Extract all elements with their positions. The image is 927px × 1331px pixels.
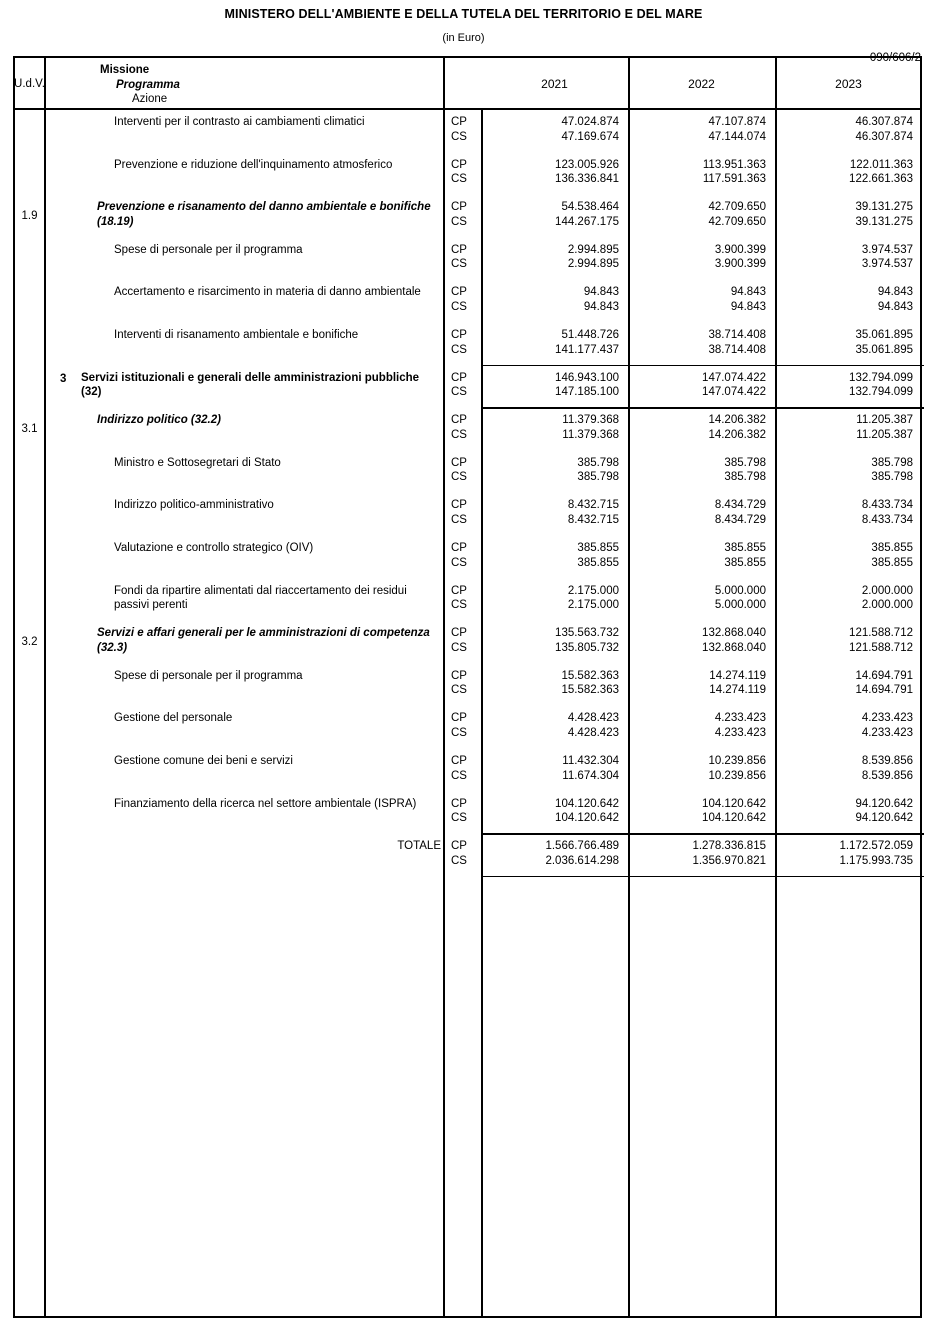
- cell-cp-cs-labels: [451, 711, 481, 740]
- cell-udv: 3.2: [21, 636, 38, 649]
- value-cp: 94.843: [730, 286, 766, 299]
- cell-mission-number: 3: [60, 372, 67, 385]
- cell-udv: [15, 706, 44, 749]
- value-cs: 94.120.642: [855, 812, 913, 825]
- value-cp: 1.278.336.815: [692, 840, 766, 853]
- value-cp: 385.855: [871, 542, 913, 554]
- value-cp: 385.798: [724, 456, 766, 469]
- value-cs: 42.709.650: [708, 215, 766, 228]
- value-cs: 132.868.040: [702, 641, 766, 654]
- label-cp: CP: [451, 499, 467, 512]
- cell-values-2023: [775, 371, 922, 400]
- value-cp: 14.206.382: [708, 414, 766, 427]
- cell-values-2022: [628, 541, 775, 570]
- budget-table: [13, 56, 922, 1318]
- value-cp: 104.120.642: [702, 797, 766, 810]
- cell-label-azione: Spese di personale per il programma: [114, 243, 303, 256]
- value-cp: 104.120.642: [555, 797, 619, 810]
- value-cs: 385.855: [577, 556, 619, 569]
- value-cs: 38.714.408: [708, 343, 766, 356]
- cell-values-2022: [628, 158, 775, 187]
- cell-cp-cs-labels: [451, 456, 481, 485]
- table-body: [15, 110, 920, 1316]
- label-cp: CP: [451, 627, 467, 640]
- value-cp: 35.061.895: [855, 329, 913, 341]
- cell-label-programma: Prevenzione e risanamento del danno ambientale e bonifiche (18.19): [97, 201, 431, 228]
- value-cs: 104.120.642: [702, 812, 766, 825]
- value-cp: 5.000.000: [714, 584, 766, 597]
- label-cs: CS: [451, 684, 467, 697]
- header-missione: Missione: [100, 64, 150, 76]
- cell-udv: [15, 792, 44, 835]
- cell-values-2022: [628, 626, 775, 655]
- cell-values-2023: [775, 456, 922, 485]
- cell-cp-cs-labels: [451, 115, 481, 144]
- table-row: [15, 536, 920, 579]
- cell-udv: 1.9: [21, 210, 38, 223]
- label-cp: CP: [451, 201, 467, 214]
- cell-values-2021: [481, 243, 628, 272]
- label-cs: CS: [451, 300, 467, 313]
- cell-values-2022: [628, 839, 775, 868]
- value-cs: 104.120.642: [555, 812, 619, 825]
- cell-values-2023: [775, 754, 922, 783]
- value-cp: 8.434.729: [714, 499, 766, 512]
- value-cs: 46.307.874: [855, 130, 913, 143]
- label-cs: CS: [451, 726, 467, 739]
- table-row: [15, 280, 920, 323]
- value-cp: 8.433.734: [861, 499, 913, 512]
- table-row: [15, 451, 920, 494]
- table-row: [15, 834, 920, 877]
- cell-cp-cs-labels: [451, 200, 481, 229]
- cell-values-2021: [481, 285, 628, 314]
- value-cs: 8.432.715: [567, 513, 619, 526]
- cell-values-2022: [628, 413, 775, 442]
- value-cp: 132.868.040: [702, 627, 766, 640]
- table-row: [15, 664, 920, 707]
- cell-label-azione: Spese di personale per il programma: [114, 669, 303, 682]
- label-cp: CP: [451, 286, 467, 299]
- value-cs: 2.000.000: [861, 599, 913, 612]
- cell-values-2023: [775, 797, 922, 826]
- label-cp: CP: [451, 371, 467, 384]
- cell-label-azione: Fondi da ripartire alimentati dal riaccertamento dei residui passivi perenti: [114, 584, 407, 612]
- cell-values-2021: [481, 839, 628, 868]
- cell-values-2021: [481, 456, 628, 485]
- label-cp: CP: [451, 669, 467, 682]
- label-cp: CP: [451, 456, 467, 469]
- value-cs: 11.205.387: [856, 428, 913, 441]
- cell-values-2022: [628, 328, 775, 357]
- cell-cp-cs-labels: [451, 285, 481, 314]
- label-cs: CS: [451, 556, 467, 569]
- value-cp: 4.233.423: [861, 712, 913, 725]
- label-cs: CS: [451, 471, 467, 484]
- value-cp: 94.843: [877, 286, 913, 299]
- cell-values-2022: [628, 456, 775, 485]
- cell-values-2023: [775, 839, 922, 868]
- value-cs: 39.131.275: [855, 215, 913, 228]
- cell-udv: [15, 834, 44, 877]
- value-cs: 94.843: [877, 300, 913, 313]
- cell-label-totale: TOTALE: [397, 840, 441, 853]
- cell-values-2021: [481, 797, 628, 826]
- value-cs: 1.175.993.735: [839, 854, 913, 867]
- label-cs: CS: [451, 599, 467, 612]
- value-cs: 14.694.791: [855, 684, 913, 697]
- value-cs: 10.239.856: [708, 769, 766, 782]
- cell-udv: [15, 579, 44, 622]
- label-cp: CP: [451, 542, 467, 554]
- label-cp: CP: [451, 755, 467, 767]
- table-row: [15, 408, 920, 451]
- table-header-row: [15, 58, 920, 110]
- value-cp: 94.120.642: [855, 797, 913, 810]
- cell-udv: [15, 664, 44, 707]
- value-cp: 8.539.856: [861, 755, 913, 767]
- value-cp: 146.943.100: [555, 371, 619, 384]
- cell-values-2022: [628, 797, 775, 826]
- value-cp: 385.798: [871, 456, 913, 469]
- value-cp: 94.843: [583, 286, 619, 299]
- cell-label-azione: Ministro e Sottosegretari di Stato: [114, 456, 281, 469]
- label-cp: CP: [451, 243, 467, 256]
- value-cp: 10.239.856: [708, 755, 766, 767]
- cell-cp-cs-labels: [451, 541, 481, 570]
- cell-values-2022: [628, 200, 775, 229]
- cell-values-2021: [481, 541, 628, 570]
- value-cp: 11.432.304: [562, 755, 619, 767]
- value-cp: 11.205.387: [856, 414, 913, 427]
- cell-values-2023: [775, 669, 922, 698]
- label-cs: CS: [451, 173, 467, 186]
- cell-udv: [15, 323, 44, 366]
- table-row: [15, 238, 920, 281]
- value-cs: 385.798: [871, 471, 913, 484]
- cell-label-azione: Gestione comune dei beni e servizi: [114, 755, 293, 767]
- cell-values-2021: [481, 413, 628, 442]
- value-cs: 385.855: [871, 556, 913, 569]
- cell-values-2021: [481, 498, 628, 527]
- value-cp: 14.694.791: [855, 669, 913, 682]
- page-title: MINISTERO DELL'AMBIENTE E DELLA TUTELA DEL TERRITORIO E DEL MARE: [224, 7, 703, 21]
- value-cp: 147.074.422: [702, 371, 766, 384]
- cell-label-azione: Prevenzione e riduzione dell'inquinamento atmosferico: [114, 158, 393, 171]
- value-cp: 122.011.363: [849, 158, 913, 171]
- value-cs: 122.661.363: [849, 173, 913, 186]
- label-cp: CP: [451, 329, 467, 341]
- cell-values-2023: [775, 413, 922, 442]
- value-cs: 136.336.841: [555, 173, 619, 186]
- table-row: [15, 110, 920, 153]
- cell-cp-cs-labels: [451, 371, 481, 400]
- cell-label-azione: Accertamento e risarcimento in materia di danno ambientale: [114, 286, 421, 299]
- label-cs: CS: [451, 812, 467, 825]
- value-cs: 3.900.399: [714, 258, 766, 271]
- value-cs: 1.356.970.821: [692, 854, 766, 867]
- cell-values-2021: [481, 328, 628, 357]
- cell-udv: [15, 451, 44, 494]
- cell-cp-cs-labels: [451, 669, 481, 698]
- value-cs: 14.274.119: [709, 684, 766, 697]
- cell-cp-cs-labels: [451, 584, 481, 613]
- value-cp: 4.428.423: [567, 712, 619, 725]
- value-cs: 5.000.000: [714, 599, 766, 612]
- currency-note: (in Euro): [442, 32, 485, 44]
- value-cs: 135.805.732: [555, 641, 619, 654]
- cell-udv: [15, 280, 44, 323]
- value-cp: 8.432.715: [567, 499, 619, 512]
- cell-udv: [15, 749, 44, 792]
- value-cs: 2.036.614.298: [545, 854, 619, 867]
- value-cs: 147.074.422: [702, 386, 766, 399]
- table-row: [15, 323, 920, 366]
- cell-values-2022: [628, 584, 775, 613]
- cell-label-azione: Finanziamento della ricerca nel settore ambientale (ISPRA): [114, 797, 417, 810]
- cell-values-2022: [628, 243, 775, 272]
- header-programma: Programma: [116, 78, 180, 91]
- cell-values-2023: [775, 158, 922, 187]
- value-cs: 15.582.363: [561, 684, 619, 697]
- value-cp: 385.855: [724, 542, 766, 554]
- cell-label-azione: Gestione del personale: [114, 712, 233, 725]
- value-cs: 8.433.734: [861, 513, 913, 526]
- cell-udv: [15, 153, 44, 196]
- header-hierarchy-labels: [46, 58, 446, 110]
- value-cs: 94.843: [730, 300, 766, 313]
- cell-values-2022: [628, 669, 775, 698]
- value-cp: 135.563.732: [555, 627, 619, 640]
- value-cp: 121.588.712: [849, 627, 913, 640]
- value-cp: 385.798: [577, 456, 619, 469]
- cell-udv: [15, 493, 44, 536]
- cell-values-2023: [775, 328, 922, 357]
- value-cp: 1.172.572.059: [839, 840, 913, 853]
- header-year-2023: 2023: [835, 77, 862, 91]
- cell-values-2022: [628, 115, 775, 144]
- cell-cp-cs-labels: [451, 626, 481, 655]
- value-cs: 8.434.729: [714, 513, 766, 526]
- label-cp: CP: [451, 158, 467, 171]
- cell-values-2023: [775, 498, 922, 527]
- label-cp: CP: [451, 116, 467, 128]
- value-cp: 385.855: [577, 542, 619, 554]
- label-cs: CS: [451, 343, 467, 356]
- value-cp: 3.974.537: [861, 243, 913, 256]
- cell-values-2023: [775, 115, 922, 144]
- value-cs: 8.539.856: [861, 769, 913, 782]
- cell-cp-cs-labels: [451, 839, 481, 868]
- label-cs: CS: [451, 130, 467, 143]
- label-cp: CP: [451, 414, 467, 427]
- cell-values-2022: [628, 371, 775, 400]
- header-year-2022: 2022: [688, 77, 715, 91]
- cell-label-missione: Servizi istituzionali e generali delle amministrazioni pubbliche (32): [81, 371, 420, 399]
- value-cp: 39.131.275: [855, 201, 913, 214]
- label-cs: CS: [451, 854, 467, 867]
- cell-cp-cs-labels: [451, 243, 481, 272]
- cell-values-2021: [481, 158, 628, 187]
- cell-values-2022: [628, 711, 775, 740]
- cell-values-2023: [775, 200, 922, 229]
- value-cs: 4.428.423: [567, 726, 619, 739]
- value-cp: 42.709.650: [708, 201, 766, 214]
- cell-values-2022: [628, 285, 775, 314]
- value-cs: 47.169.674: [561, 130, 619, 143]
- value-cs: 2.175.000: [567, 599, 619, 612]
- table-row: [15, 706, 920, 749]
- cell-cp-cs-labels: [451, 754, 481, 783]
- cell-values-2023: [775, 711, 922, 740]
- cell-udv: 3.1: [21, 423, 38, 436]
- value-cs: 14.206.382: [708, 428, 766, 441]
- value-cp: 1.566.766.489: [545, 840, 619, 853]
- label-cs: CS: [451, 641, 467, 654]
- value-cs: 385.798: [577, 471, 619, 484]
- cell-label-azione: Valutazione e controllo strategico (OIV): [114, 542, 314, 554]
- label-cs: CS: [451, 215, 467, 228]
- value-cs: 144.267.175: [555, 215, 619, 228]
- cell-label-programma: Servizi e affari generali per le amministrazioni di competenza (32.3): [97, 627, 430, 654]
- table-row: [15, 366, 920, 409]
- cell-udv: [15, 536, 44, 579]
- value-cs: 121.588.712: [849, 641, 913, 654]
- value-cp: 46.307.874: [855, 116, 913, 128]
- value-cp: 132.794.099: [849, 371, 913, 384]
- cell-values-2023: [775, 243, 922, 272]
- label-cs: CS: [451, 258, 467, 271]
- cell-values-2021: [481, 754, 628, 783]
- cell-values-2023: [775, 584, 922, 613]
- value-cs: 3.974.537: [861, 258, 913, 271]
- cell-values-2023: [775, 541, 922, 570]
- cell-values-2022: [628, 498, 775, 527]
- table-row: [15, 493, 920, 536]
- table-row: [15, 579, 920, 622]
- label-cs: CS: [451, 769, 467, 782]
- value-cs: 47.144.074: [708, 130, 766, 143]
- value-cp: 2.175.000: [567, 584, 619, 597]
- cell-values-2021: [481, 115, 628, 144]
- value-cp: 51.448.726: [561, 329, 619, 341]
- page-code: 090/606/2: [869, 52, 921, 64]
- label-cp: CP: [451, 712, 467, 725]
- table-row: [15, 749, 920, 792]
- value-cp: 3.900.399: [714, 243, 766, 256]
- value-cp: 47.107.874: [708, 116, 766, 128]
- cell-label-azione: Interventi per il contrasto ai cambiamenti climatici: [114, 116, 365, 128]
- table-row: [15, 792, 920, 835]
- value-cs: 11.379.368: [562, 428, 619, 441]
- label-cs: CS: [451, 428, 467, 441]
- cell-cp-cs-labels: [451, 158, 481, 187]
- table-row: [15, 195, 920, 238]
- value-cs: 11.674.304: [562, 769, 619, 782]
- cell-values-2022: [628, 754, 775, 783]
- header-year-2021: 2021: [541, 77, 568, 91]
- value-cs: 385.855: [724, 556, 766, 569]
- value-cs: 147.185.100: [555, 386, 619, 399]
- label-cp: CP: [451, 797, 467, 810]
- cell-values-2021: [481, 669, 628, 698]
- value-cp: 123.005.926: [555, 158, 619, 171]
- value-cp: 47.024.874: [561, 116, 619, 128]
- value-cp: 54.538.464: [561, 201, 619, 214]
- row-rule-below: [483, 876, 924, 878]
- value-cs: 385.798: [724, 471, 766, 484]
- value-cp: 113.951.363: [702, 158, 766, 171]
- table-row: [15, 621, 920, 664]
- cell-cp-cs-labels: [451, 328, 481, 357]
- value-cs: 4.233.423: [714, 726, 766, 739]
- cell-values-2021: [481, 711, 628, 740]
- cell-values-2021: [481, 200, 628, 229]
- value-cp: 2.994.895: [567, 243, 619, 256]
- label-cp: CP: [451, 840, 467, 853]
- value-cp: 15.582.363: [561, 669, 619, 682]
- label-cp: CP: [451, 584, 467, 597]
- label-cs: CS: [451, 513, 467, 526]
- value-cp: 11.379.368: [562, 414, 619, 427]
- table-row: [15, 153, 920, 196]
- cell-cp-cs-labels: [451, 498, 481, 527]
- cell-values-2021: [481, 584, 628, 613]
- cell-udv: [15, 110, 44, 153]
- cell-values-2021: [481, 371, 628, 400]
- cell-values-2023: [775, 285, 922, 314]
- value-cs: 94.843: [583, 300, 619, 313]
- value-cs: 35.061.895: [855, 343, 913, 356]
- cell-label-programma: Indirizzo politico (32.2): [97, 414, 221, 427]
- value-cp: 4.233.423: [714, 712, 766, 725]
- cell-udv: [15, 238, 44, 281]
- cell-values-2021: [481, 626, 628, 655]
- value-cs: 4.233.423: [861, 726, 913, 739]
- value-cp: 2.000.000: [861, 584, 913, 597]
- cell-cp-cs-labels: [451, 413, 481, 442]
- header-udv: U.d.V.: [14, 78, 45, 90]
- label-cs: CS: [451, 386, 467, 399]
- cell-cp-cs-labels: [451, 797, 481, 826]
- header-azione: Azione: [132, 93, 168, 105]
- value-cs: 132.794.099: [849, 386, 913, 399]
- cell-label-azione: Interventi di risanamento ambientale e bonifiche: [114, 329, 359, 341]
- cell-values-2023: [775, 626, 922, 655]
- value-cp: 38.714.408: [708, 329, 766, 341]
- cell-label-azione: Indirizzo politico-amministrativo: [114, 499, 274, 512]
- value-cs: 117.591.363: [702, 173, 766, 186]
- value-cs: 141.177.437: [555, 343, 619, 356]
- value-cp: 14.274.119: [709, 669, 766, 682]
- value-cs: 2.994.895: [567, 258, 619, 271]
- cell-udv: [15, 366, 44, 409]
